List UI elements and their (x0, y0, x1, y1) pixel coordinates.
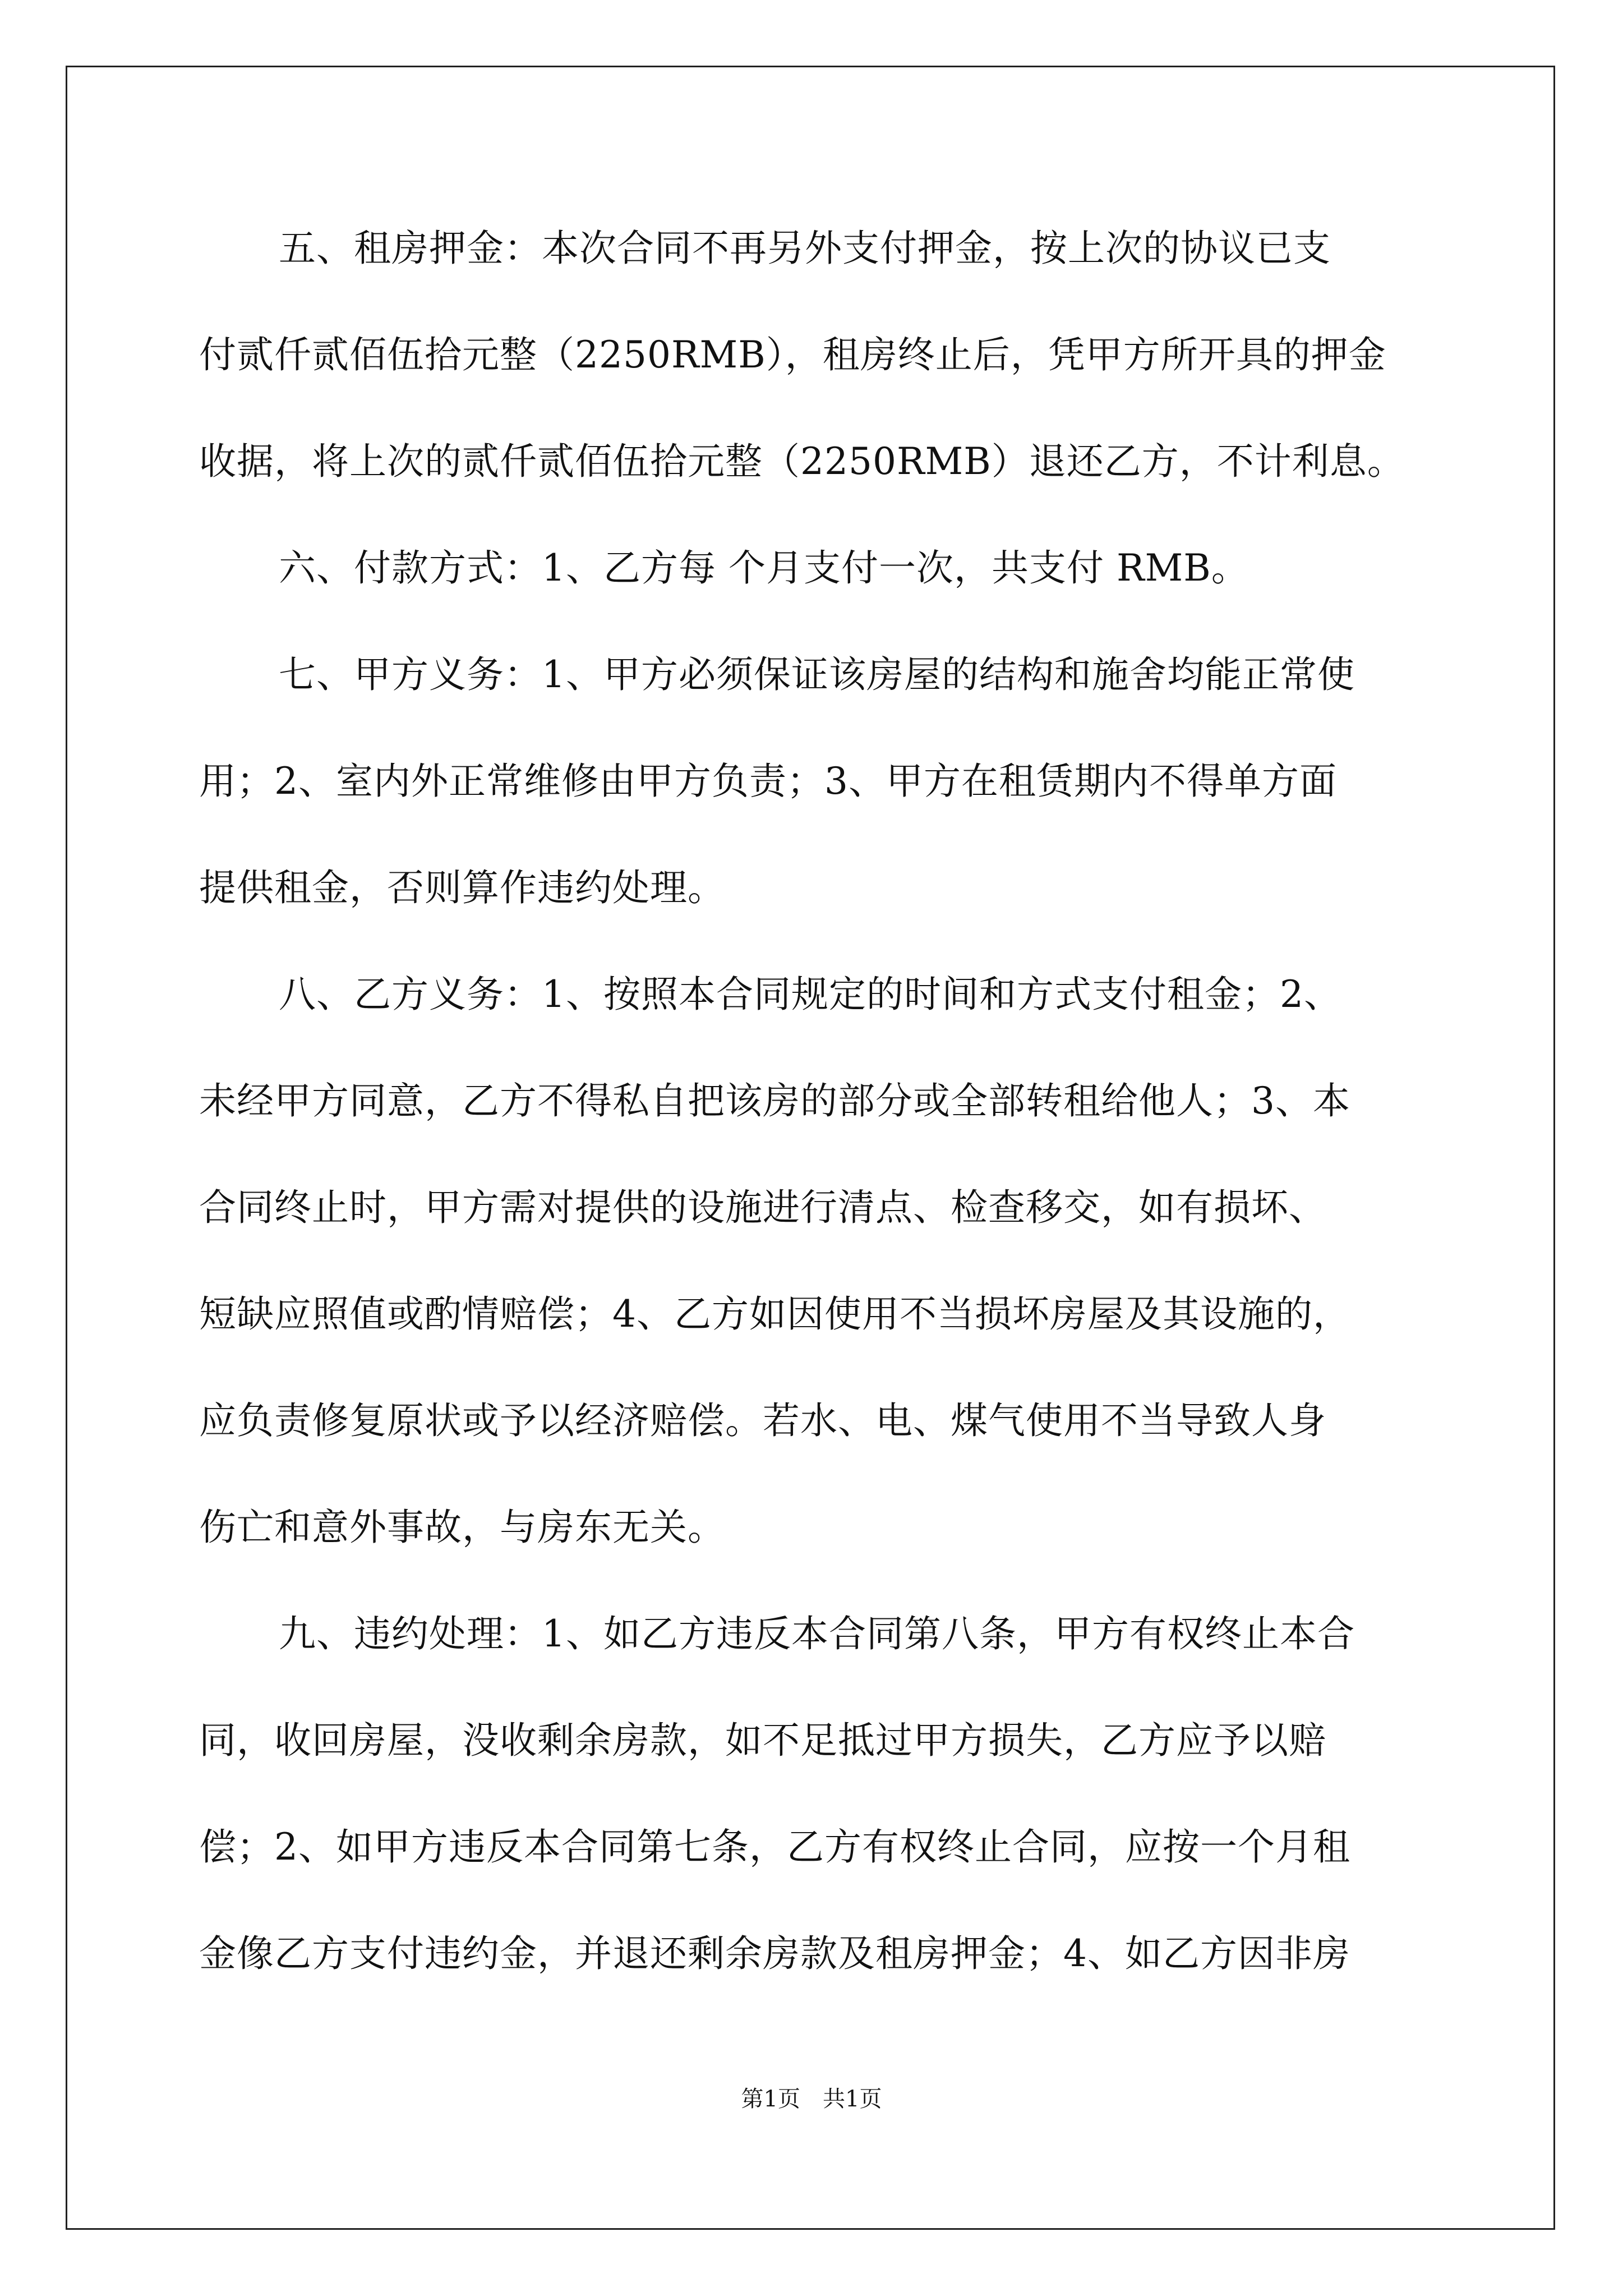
clause-8-line-4: 短缺应照值或酌情赔偿；4、乙方如因使用不当损坏房屋及其设施的， (199, 1292, 1350, 1336)
clause-7-line-1: 七、甲方义务：1、甲方必须保证该房屋的结构和施舍均能正常使 (279, 653, 1355, 696)
clause-5-line-3: 收据，将上次的贰仟贰佰伍拾元整（2250RMB）退还乙方，不计利息。 (199, 440, 1405, 483)
clause-8-line-5: 应负责修复原状或予以经济赔偿。若水、电、煤气使用不当导致人身 (199, 1399, 1326, 1442)
clause-9-line-2: 同，收回房屋，没收剩余房款，如不足抵过甲方损失，乙方应予以赔 (199, 1719, 1326, 1762)
page-total: 共1页 (823, 2086, 882, 2112)
page-footer (0, 2082, 1623, 2116)
clause-5-line-2: 付贰仟贰佰伍拾元整（2250RMB），租房终止后，凭甲方所开具的押金 (199, 333, 1386, 376)
clause-9-line-3: 偿；2、如甲方违反本合同第七条，乙方有权终止合同，应按一个月租 (199, 1825, 1350, 1869)
clause-7-line-2: 用；2、室内外正常维修由甲方负责；3、甲方在租赁期内不得单方面 (199, 760, 1337, 803)
clause-8-line-6: 伤亡和意外事故，与房东无关。 (199, 1506, 725, 1549)
clause-9-line-4: 金像乙方支付违约金，并退还剩余房款及租房押金；4、如乙方因非房 (199, 1932, 1350, 1975)
clause-8-line-1: 八、乙方义务：1、按照本合同规定的时间和方式支付租金；2、 (279, 973, 1341, 1016)
clause-9-line-1: 九、违约处理：1、如乙方违反本合同第八条，甲方有权终止本合 (279, 1612, 1355, 1655)
clause-7-line-3: 提供租金，否则算作违约处理。 (199, 866, 725, 909)
document-body (199, 220, 1427, 2032)
clause-8-line-3: 合同终止时，甲方需对提供的设施进行清点、检查移交，如有损坏、 (199, 1186, 1326, 1229)
clause-8-line-2: 未经甲方同意，乙方不得私自把该房的部分或全部转租给他人；3、本 (199, 1079, 1350, 1122)
clause-5-line-1: 五、租房押金：本次合同不再另外支付押金，按上次的协议已支 (279, 227, 1331, 270)
page-number: 第1页 (741, 2086, 800, 2112)
clause-6-line-1: 六、付款方式：1、乙方每 个月支付一次，共支付 RMB。 (279, 546, 1249, 590)
